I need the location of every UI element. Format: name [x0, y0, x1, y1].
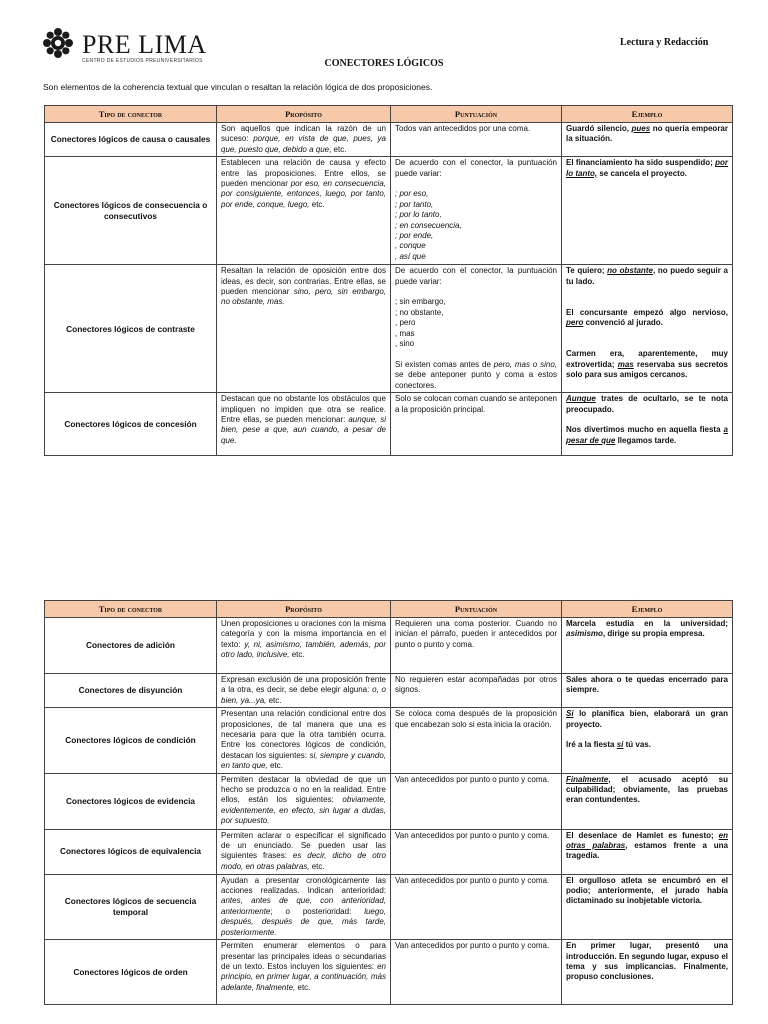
punctuation-intro: De acuerdo con el conector, la puntuación puede variar:	[395, 158, 557, 178]
punctuation-item: ; por lo tanto,	[395, 210, 442, 220]
punctuation-item: ; por tanto,	[395, 199, 434, 209]
purpose-text: etc.	[295, 982, 311, 992]
example-cell	[562, 265, 733, 393]
column-header-punctuation: Puntuación	[391, 106, 562, 123]
example-cell	[562, 708, 733, 773]
punctuation-cell: Requieren una coma posterior. Cuando no inician el párrafo, pueden ir antecedidos por punto o punto y coma.	[391, 618, 562, 674]
course-name: Lectura y Redacción	[620, 37, 709, 48]
example-text: Iré a la fiesta	[566, 740, 617, 750]
example-text: , el acusado aceptó su culpabilidad; obviamente, las pruebas eran contundentes.	[566, 774, 728, 805]
purpose-examples: antes, antes de que, con anterioridad, anteriormente	[221, 896, 386, 916]
punctuation-item: , mas	[395, 328, 415, 338]
punctuation-cell: Van antecedidos por punto o punto y coma.	[391, 773, 562, 829]
connector-type: Conectores lógicos de equivalencia	[45, 829, 217, 874]
purpose-cell	[217, 940, 391, 1005]
connector-type: Conectores lógicos de orden	[45, 940, 217, 1005]
purpose-text: Presentan una relación condicional entre dos proposiciones, de tal manera que una es necesaria para que la otra también ocurra. Entre los conectores lógicos de condición, destacan los siguientes:	[221, 709, 386, 760]
purpose-text: Expresan exclusión de una proposición frente a la otra, es decir, se debe elegir alguna:	[221, 675, 386, 695]
punctuation-item: , conque	[395, 241, 426, 251]
example-text: no quería empeorar la situación.	[566, 124, 728, 144]
purpose-cell	[217, 393, 391, 456]
example-text: Marcela estudia en la universidad;	[566, 619, 728, 628]
flower-logo-icon	[42, 27, 74, 59]
example-connector: si	[616, 740, 624, 750]
connectors-table-1	[44, 105, 733, 456]
example-connector: asimismo	[566, 629, 603, 639]
logo-subtitle: CENTRO DE ESTUDIOS PREUNIVERSITARIOS	[82, 58, 203, 64]
purpose-text: Permiten enumerar elementos o para presentar las principales ideas o secundarias de un texto. Estos incluyen los siguientes:	[221, 941, 386, 971]
punctuation-intro: De acuerdo con el conector, la puntuación puede variar:	[395, 266, 557, 286]
purpose-text: Ayudan a presentar cronológicamente las acciones realizadas. Indican anterioridad:	[221, 875, 386, 896]
example-connector: mas	[617, 359, 634, 369]
punctuation-cell	[391, 157, 562, 265]
purpose-text: Permiten aclarar o especificar el significado de un enunciado. Se pueden usar las siguientes frases:	[221, 830, 386, 861]
purpose-text: Son aquellos que indican la razón de un suceso:	[221, 124, 386, 144]
purpose-text: Unen proposiciones u oraciones con la misma categoría y con la misma importancia en el texto:	[221, 619, 386, 649]
table-row	[45, 265, 733, 393]
column-header-type: Tipo de conector	[45, 601, 217, 618]
purpose-cell	[217, 674, 391, 708]
table-row	[45, 708, 733, 773]
example-text: convenció al jurado.	[583, 318, 663, 328]
table-header-row	[45, 601, 733, 618]
table-row	[45, 829, 733, 874]
column-header-purpose: Propósito	[217, 601, 391, 618]
example-text: El desenlace de Hamlet es funesto;	[566, 830, 719, 840]
column-header-purpose: Propósito	[217, 106, 391, 123]
punctuation-cell: Van antecedidos por punto o punto y coma.	[391, 874, 562, 939]
purpose-text: Permiten destacar la obviedad de que un hecho se produzca o no en la realidad. Entre ellos, están los siguientes:	[221, 774, 386, 805]
punctuation-item: ; no obstante,	[395, 307, 444, 317]
purpose-text: etc.	[309, 861, 325, 871]
table-row	[45, 618, 733, 674]
example-cell	[562, 829, 733, 874]
connector-type: Conectores de disyunción	[45, 674, 217, 708]
example-connector: pues	[631, 124, 651, 133]
purpose-text: etc.	[289, 650, 305, 660]
purpose-examples: luego, después, después de que, más tarde, posteriormente.	[221, 906, 386, 937]
table-row	[45, 773, 733, 829]
punctuation-cell: No requieren estar acompañadas por otros signos.	[391, 674, 562, 708]
purpose-cell	[217, 773, 391, 829]
punctuation-cell: Se coloca coma después de la proposición que encabezan solo si esta inicia la oración.	[391, 708, 562, 773]
table-row	[45, 674, 733, 708]
example-connector: por lo tanto,	[566, 158, 728, 178]
table-row	[45, 393, 733, 456]
table-row	[45, 157, 733, 265]
example-text: El financiamiento ha sido suspendido;	[566, 158, 716, 168]
example-connector: Aunque	[566, 394, 596, 404]
punctuation-cell: Van antecedidos por punto o punto y coma.	[391, 940, 562, 1005]
example-connector: Si	[566, 709, 574, 719]
purpose-examples: aunque, si bien, pese a que, aun cuando, a pesar de que.	[221, 415, 386, 445]
example-connector: en otras palabras	[566, 830, 728, 851]
punctuation-cell: Todos van antecedidos por una coma.	[391, 123, 562, 157]
connector-type: Conectores lógicos de concesión	[45, 393, 217, 456]
example-text: trates de ocultarlo, se te nota preocupado.	[566, 394, 728, 414]
example-text: , estamos frente a una tragedia.	[566, 841, 728, 861]
table-row	[45, 123, 733, 157]
purpose-examples: obviamente, evidentemente, en efecto, sin lugar a dudas, por supuesto.	[221, 795, 386, 826]
intro-text: Son elementos de la coherencia textual que vinculan o resaltan la relación lógica de dos proposiciones.	[43, 82, 433, 92]
punctuation-note-connectors: pero, mas o sino,	[493, 359, 557, 369]
example-connector: pero	[566, 318, 584, 328]
connector-type: Conectores lógicos de consecuencia o consecutivos	[45, 157, 217, 265]
example-text: Te quiero;	[566, 266, 608, 276]
purpose-examples: sino, pero, sin embargo, no obstante, mas.	[221, 287, 386, 307]
purpose-text: Destacan que no obstante los obstáculos que impliquen no impiden que otra se realice. Entre ellas, se pueden mencionar:	[221, 394, 386, 425]
example-text: Nos divertimos mucho en aquella fiesta	[566, 425, 724, 435]
purpose-text: etc.	[266, 695, 282, 705]
purpose-examples: es decir, dicho de otro modo, en otras palabras,	[221, 851, 386, 871]
example-cell	[562, 773, 733, 829]
purpose-examples: y, ni, asimismo, también, además, por otro lado, inclusive,	[221, 639, 387, 660]
example-text: Carmen era, aparentemente, muy extrovertida;	[566, 349, 728, 369]
punctuation-item: , pero	[395, 318, 416, 328]
example-text: El concursante empezó algo nervioso,	[566, 307, 728, 317]
table-row	[45, 874, 733, 939]
purpose-examples: o, o bien, ya...ya,	[221, 685, 387, 705]
connector-type: Conectores lógicos de causa o causales	[45, 123, 217, 157]
example-text: reservaba sus secretos solo para sus amigos cercanos.	[566, 359, 728, 380]
example-cell	[562, 393, 733, 456]
punctuation-cell: Van antecedidos por punto o punto y coma.	[391, 829, 562, 874]
example-cell	[562, 618, 733, 674]
punctuation-item: ; sin embargo,	[395, 297, 446, 307]
purpose-text: ; o posterioridad:	[270, 906, 365, 916]
column-header-example: Ejemplo	[562, 106, 733, 123]
punctuation-item: , sino	[395, 339, 415, 349]
example-text: Guardó silencio,	[566, 124, 632, 133]
logo-name: PRE LIMA	[82, 30, 207, 59]
purpose-text: etc.	[267, 761, 283, 771]
example-text: , dirige su propia empresa.	[602, 629, 705, 639]
purpose-examples: si, siempre y cuando, en tanto que,	[221, 750, 387, 771]
column-header-punctuation: Puntuación	[391, 601, 562, 618]
example-text: , no puedo seguir a tu lado.	[566, 266, 729, 286]
purpose-cell	[217, 157, 391, 265]
example-text: llegamos tarde.	[615, 435, 677, 445]
example-cell	[562, 157, 733, 265]
column-header-type: Tipo de conector	[45, 106, 217, 123]
column-header-example: Ejemplo	[562, 601, 733, 618]
purpose-examples: en principio, en primer lugar, a continuación, más adelante, finalmente,	[221, 961, 386, 992]
purpose-text: , etc.	[329, 144, 347, 154]
page-title: CONECTORES LÓGICOS	[324, 58, 444, 69]
punctuation-item: , así que	[395, 251, 426, 261]
punctuation-cell	[391, 265, 562, 393]
example-connector: no obstante	[607, 266, 653, 276]
purpose-cell	[217, 618, 391, 674]
connector-type: Conectores de adición	[45, 618, 217, 674]
purpose-cell	[217, 123, 391, 157]
table-row	[45, 940, 733, 1005]
example-cell: Sales ahora o te quedas encerrado para siempre.	[562, 674, 733, 708]
purpose-text: Resaltan la relación de oposición entre dos ideas, es decir, son contrarias. Entre ellas, se pueden mencionar	[221, 266, 386, 297]
example-cell	[562, 123, 733, 157]
purpose-cell	[217, 265, 391, 393]
example-cell: El orgulloso atleta se encumbró en el podio; anteriormente, el jurado había dictaminado su inobjetable victoria.	[562, 874, 733, 939]
punctuation-item: ; en consecuencia,	[395, 220, 462, 230]
table-header-row	[45, 106, 733, 123]
connector-type: Conectores lógicos de secuencia temporal	[45, 874, 217, 939]
connectors-table-2	[44, 600, 733, 1005]
punctuation-item: ; por ende,	[395, 231, 434, 241]
purpose-cell	[217, 874, 391, 939]
example-text: se cancela el proyecto.	[597, 168, 687, 178]
purpose-examples: por eso, en consecuencia, por consiguiente, entonces, luego, por tanto, por ende, conque, luego,	[221, 179, 386, 209]
connector-type: Conectores lógicos de contraste	[45, 265, 217, 393]
punctuation-item: ; por eso,	[395, 189, 429, 199]
purpose-examples: porque, en vista de que, pues, ya que, puesto que, debido a que	[221, 134, 387, 154]
example-connector: a pesar de que	[566, 425, 728, 445]
punctuation-cell: Solo se colocan coman cuando se anteponen a la proposición principal.	[391, 393, 562, 456]
connector-type: Conectores lógicos de evidencia	[45, 773, 217, 829]
purpose-cell	[217, 829, 391, 874]
example-text: tú vas.	[623, 740, 651, 750]
purpose-text: Establecen una relación de causa y efecto entre las proposiciones. Entre ellos, se pueden mencionar	[221, 158, 386, 189]
purpose-cell	[217, 708, 391, 773]
connector-type: Conectores lógicos de condición	[45, 708, 217, 773]
punctuation-note: se debe anteponer punto y coma a estos conectores.	[395, 370, 557, 390]
purpose-text: etc.	[309, 199, 325, 209]
example-connector: Finalmente	[566, 774, 609, 784]
punctuation-note: Si existen comas antes de	[395, 359, 494, 369]
example-cell: En primer lugar, presentó una introducción. En segundo lugar, expuso el tema y sus implicancias. Finalmente, propuso conclusiones.	[562, 940, 733, 1005]
example-text: lo planifica bien, elaborará un gran proyecto.	[566, 709, 728, 729]
